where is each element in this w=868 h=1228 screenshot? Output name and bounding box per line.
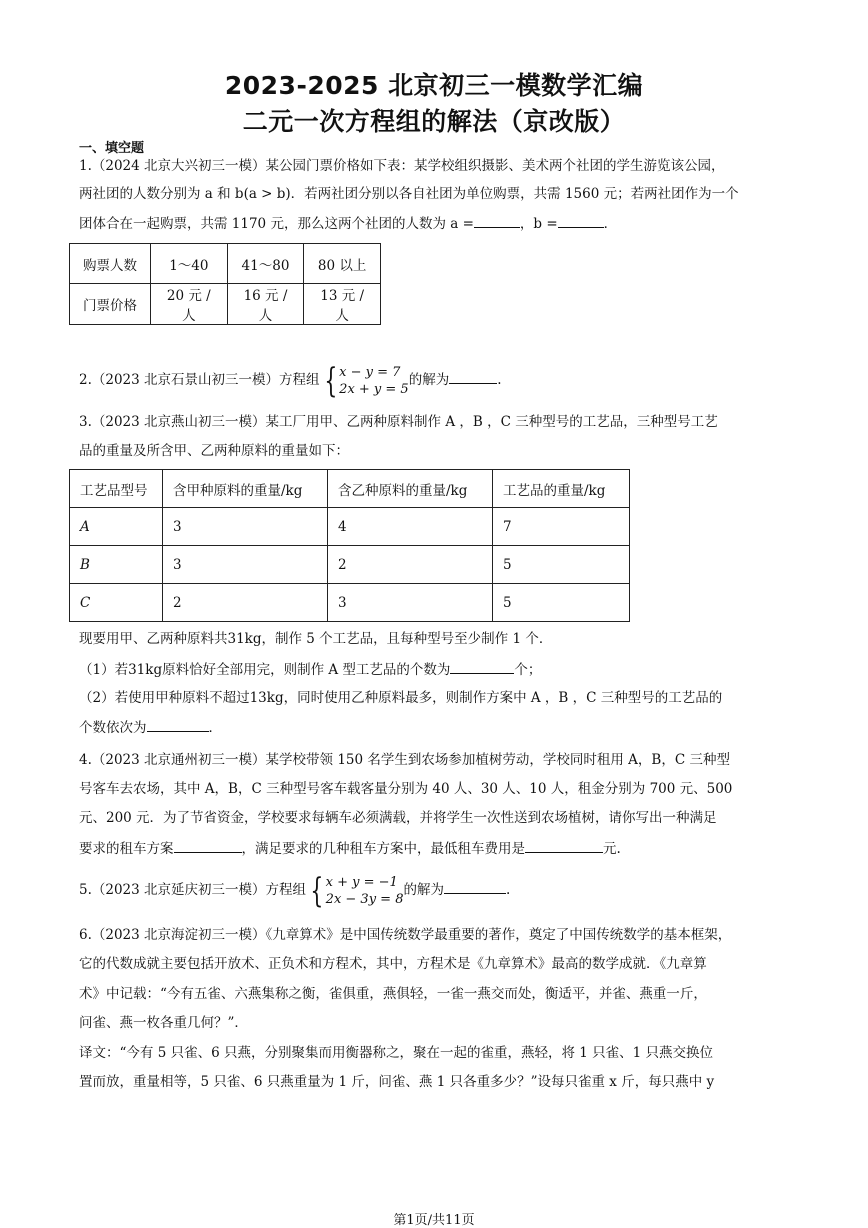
- q1-line2: 两社团的人数分别为 a 和 b(a > b)．若两社团分别以各自社团为单位购票，共需 1560 元；若两社团作为一个: [79, 186, 739, 202]
- answer-blank[interactable]: [444, 879, 506, 894]
- table-cell: 13 元 / 人: [304, 284, 381, 325]
- equation: x − y = 7: [339, 364, 401, 380]
- q6-line3: 术》中记载：“今有五雀、六燕集称之衡，雀俱重，燕俱轻，一雀一燕交而处，衡适平，并雀、燕重一斤，: [79, 986, 707, 1002]
- q4-line4-text: 要求的租车方案: [79, 841, 174, 857]
- q1-line1: 1.（2024 北京大兴初三一模）某公园门票价格如下表：某学校组织摄影、美术两个社团的学生游览该公园，: [79, 158, 725, 174]
- table-cell: A: [70, 508, 163, 546]
- answer-blank[interactable]: [174, 838, 242, 853]
- table-cell: 7: [493, 508, 630, 546]
- q2-suffix: 的解为: [408, 372, 450, 388]
- q5-end: .: [505, 882, 511, 898]
- table-cell: 3: [328, 584, 493, 622]
- q4-line4-end: 元.: [603, 841, 621, 857]
- answer-blank[interactable]: [450, 659, 514, 674]
- q3-line3: 现要用甲、乙两种原料共31kg，制作 5 个工艺品，且每种型号至少制作 1 个．: [79, 631, 553, 647]
- table-row: [70, 244, 381, 284]
- document-subtitle: 二元一次方程组的解法（京改版）: [242, 107, 626, 136]
- q3-line1: 3.（2023 北京燕山初三一模）某工厂用甲、乙两种原料制作 A ，B ，C 三种型号的工艺品，三种型号工艺: [79, 414, 718, 430]
- q3-sub1-text: （1）若31kg原料恰好全部用完，则制作 A 型工艺品的个数为: [79, 662, 451, 678]
- table-row: [70, 508, 630, 546]
- q3-line2: 品的重量及所含甲、乙两种原料的重量如下：: [79, 443, 349, 459]
- q5-line: [79, 870, 510, 910]
- section-heading: 一、填空题: [79, 141, 145, 156]
- table-header-cell: 工艺品的重量/kg: [493, 470, 630, 508]
- q2-line: [79, 360, 502, 400]
- table-row: [70, 546, 630, 584]
- q4-line3: 元、200 元．为了节省资金，学校要求每辆车必须满载，并将学生一次性送到农场植树，请你写出一种满足: [79, 810, 717, 826]
- table-cell: C: [70, 584, 163, 622]
- table-cell: 20 元 / 人: [151, 284, 228, 325]
- q6-line4: 问雀、燕一枚各重几何？”．: [79, 1015, 248, 1031]
- table-cell: 80 以上: [304, 244, 381, 284]
- q3-sub2: （2）若使用甲种原料不超过13kg，同时使用乙种原料最多，则制作方案中 A ，B ，C 三种型号的工艺品的: [79, 690, 723, 706]
- table-cell: 1～40: [151, 244, 228, 284]
- q6-line1: 6.（2023 北京海淀初三一模）《九章算术》是中国传统数学最重要的著作，奠定了中国传统数学的基本框架，: [79, 927, 732, 943]
- ticket-price-table: [69, 243, 381, 325]
- equation: 2x + y = 5: [339, 381, 409, 397]
- table-cell: 2: [328, 546, 493, 584]
- q5-suffix: 的解为: [403, 882, 444, 898]
- q2-end: .: [497, 372, 502, 388]
- q4-line4: [79, 838, 621, 859]
- q1-line3-text: 团体合在一起购票，共需 1170 元，那么这两个社团的人数为 a =: [79, 216, 474, 232]
- table-cell: 购票人数: [70, 244, 151, 284]
- q1-line3-mid: ，b =: [519, 216, 558, 232]
- q3-sub2-cont: [79, 717, 222, 738]
- equation: 2x − 3y = 8: [325, 891, 404, 907]
- table-cell: 4: [328, 508, 493, 546]
- table-header-cell: 含甲种原料的重量/kg: [163, 470, 328, 508]
- table-cell: 门票价格: [70, 284, 151, 325]
- answer-blank[interactable]: [558, 213, 604, 228]
- q3-sub1: [79, 659, 541, 680]
- table-cell: 3: [163, 508, 328, 546]
- page-number: 第1页/共11页: [393, 1213, 475, 1228]
- answer-blank[interactable]: [474, 213, 520, 228]
- q4-line2: 号客车去农场，其中 A，B，C 三种型号客车载客量分别为 40 人、30 人、10 人，租金分别为 700 元、500: [79, 781, 733, 797]
- table-cell: 5: [493, 546, 630, 584]
- table-cell: B: [70, 546, 163, 584]
- document-title: 2023-2025 北京初三一模数学汇编: [224, 71, 644, 100]
- q3-sub2-text: 个数依次为: [79, 720, 147, 736]
- q1-line3-end: ．: [603, 216, 618, 232]
- table-row: [70, 584, 630, 622]
- brace-icon: {: [310, 870, 324, 911]
- table-row: [70, 284, 381, 325]
- q5-prefix: 5.（2023 北京延庆初三一模）方程组: [79, 882, 307, 898]
- table-cell: 3: [163, 546, 328, 584]
- q6-line2: 它的代数成就主要包括开放术、正负术和方程术，其中，方程术是《九章算术》最高的数学成就．《九章算: [79, 956, 707, 972]
- q6-line5: 译文：“今有 5 只雀、6 只燕，分别聚集而用衡器称之，聚在一起的雀重，燕轻，将 1 只雀、1 只燕交换位: [79, 1045, 714, 1061]
- table-header-cell: 含乙种原料的重量/kg: [328, 470, 493, 508]
- table-cell: 5: [493, 584, 630, 622]
- q4-line1: 4.（2023 北京通州初三一模）某学校带领 150 名学生到农场参加植树劳动，学校同时租用 A，B，C 三种型: [79, 752, 730, 768]
- q4-line4-mid: ，满足要求的几种租车方案中，最低租车费用是: [241, 841, 525, 857]
- table-cell: 16 元 / 人: [227, 284, 304, 325]
- table-row: [70, 470, 630, 508]
- q2-prefix: 2.（2023 北京石景山初三一模）方程组: [79, 372, 320, 388]
- table-cell: 2: [163, 584, 328, 622]
- answer-blank[interactable]: [449, 369, 497, 384]
- answer-blank[interactable]: [525, 838, 603, 853]
- answer-blank[interactable]: [147, 717, 209, 732]
- equation: x + y = −1: [325, 874, 398, 890]
- q6-line6: 置而放，重量相等，5 只雀、6 只燕重量为 1 斤，问雀、燕 1 只各重多少？”设每只雀重 x 斤，每只燕中 y: [79, 1074, 715, 1090]
- table-cell: 41～80: [227, 244, 304, 284]
- q1-line3: [79, 213, 617, 234]
- q3-sub2-end: ．: [208, 720, 222, 736]
- q3-sub1-end: 个；: [514, 662, 542, 678]
- table-header-cell: 工艺品型号: [70, 470, 163, 508]
- craft-weight-table: [69, 469, 630, 622]
- equation-system: [306, 870, 404, 911]
- equation-system: [320, 360, 409, 401]
- brace-icon: {: [323, 360, 337, 401]
